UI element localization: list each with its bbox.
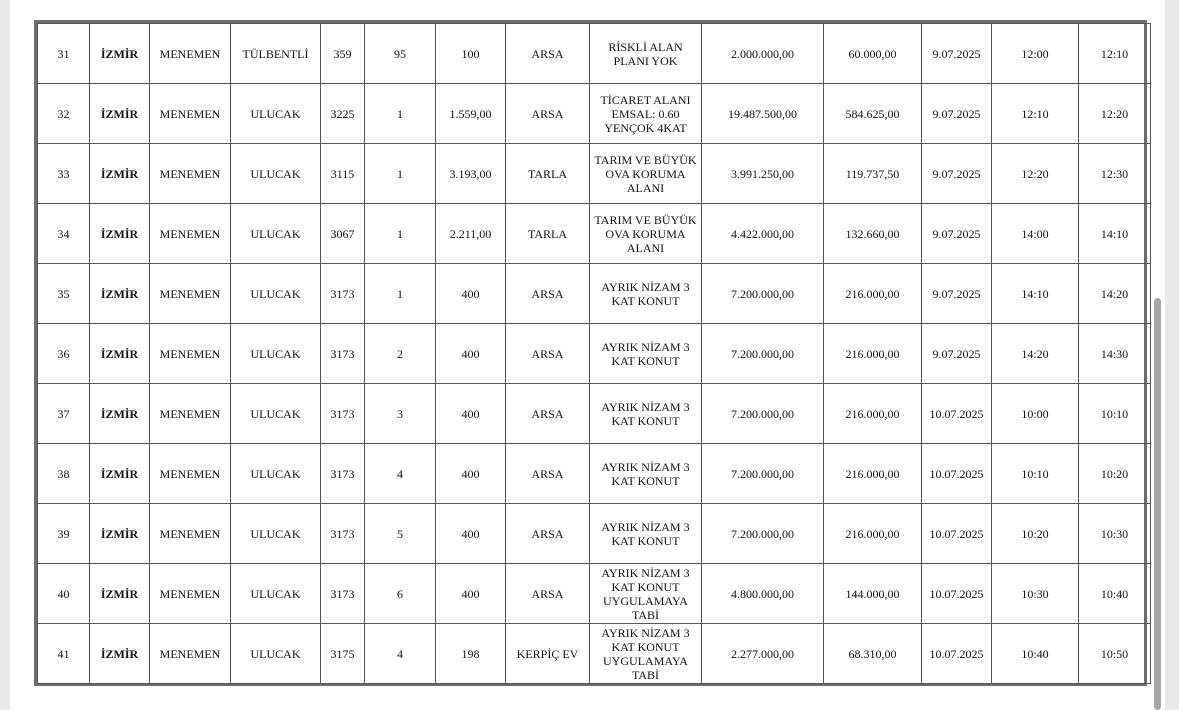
end-time-cell: 14:10 bbox=[1079, 204, 1151, 264]
property-type-cell: ARSA bbox=[506, 24, 590, 84]
deposit-amount-cell: 68.310,00 bbox=[824, 624, 922, 684]
end-time-cell: 12:30 bbox=[1079, 144, 1151, 204]
zoning-status-cell: AYRIK NİZAM 3 KAT KONUT UYGULAMAYA TABİ bbox=[590, 624, 702, 684]
property-type-cell: ARSA bbox=[506, 84, 590, 144]
parcel-number-cell: 2 bbox=[365, 324, 436, 384]
area-cell: 400 bbox=[436, 564, 506, 624]
deposit-amount-cell: 216.000,00 bbox=[824, 264, 922, 324]
block-number-cell: 3173 bbox=[321, 324, 365, 384]
deposit-amount-cell: 144.000,00 bbox=[824, 564, 922, 624]
property-type-cell: ARSA bbox=[506, 324, 590, 384]
neighborhood-cell: TÜLBENTLİ bbox=[231, 24, 321, 84]
area-cell: 198 bbox=[436, 624, 506, 684]
table-row bbox=[38, 324, 1151, 384]
table-row bbox=[38, 504, 1151, 564]
auction-date-cell: 9.07.2025 bbox=[922, 84, 992, 144]
zoning-status-cell: AYRIK NİZAM 3 KAT KONUT bbox=[590, 504, 702, 564]
neighborhood-cell: ULUCAK bbox=[231, 624, 321, 684]
estimated-value-cell: 7.200.000,00 bbox=[702, 324, 824, 384]
province-cell: İZMİR bbox=[90, 204, 150, 264]
province-cell: İZMİR bbox=[90, 504, 150, 564]
deposit-amount-cell: 132.660,00 bbox=[824, 204, 922, 264]
parcel-number-cell: 1 bbox=[365, 204, 436, 264]
table-row bbox=[38, 84, 1151, 144]
end-time-cell: 14:20 bbox=[1079, 264, 1151, 324]
zoning-status-cell: TARIM VE BÜYÜK OVA KORUMA ALANI bbox=[590, 144, 702, 204]
block-number-cell: 359 bbox=[321, 24, 365, 84]
area-cell: 400 bbox=[436, 324, 506, 384]
estimated-value-cell: 7.200.000,00 bbox=[702, 444, 824, 504]
deposit-amount-cell: 216.000,00 bbox=[824, 384, 922, 444]
row-number-cell: 39 bbox=[38, 504, 90, 564]
start-time-cell: 14:20 bbox=[992, 324, 1079, 384]
start-time-cell: 14:00 bbox=[992, 204, 1079, 264]
row-number-cell: 33 bbox=[38, 144, 90, 204]
estimated-value-cell: 2.277.000,00 bbox=[702, 624, 824, 684]
area-cell: 400 bbox=[436, 384, 506, 444]
deposit-amount-cell: 216.000,00 bbox=[824, 324, 922, 384]
district-cell: MENEMEN bbox=[150, 444, 231, 504]
property-type-cell: ARSA bbox=[506, 264, 590, 324]
neighborhood-cell: ULUCAK bbox=[231, 144, 321, 204]
auction-date-cell: 9.07.2025 bbox=[922, 144, 992, 204]
start-time-cell: 10:20 bbox=[992, 504, 1079, 564]
auction-date-cell: 10.07.2025 bbox=[922, 384, 992, 444]
neighborhood-cell: ULUCAK bbox=[231, 384, 321, 444]
block-number-cell: 3173 bbox=[321, 384, 365, 444]
province-cell: İZMİR bbox=[90, 624, 150, 684]
zoning-status-cell: TİCARET ALANI EMSAL: 0.60 YENÇOK 4KAT bbox=[590, 84, 702, 144]
area-cell: 400 bbox=[436, 504, 506, 564]
province-cell: İZMİR bbox=[90, 264, 150, 324]
parcel-number-cell: 4 bbox=[365, 444, 436, 504]
deposit-amount-cell: 584.625,00 bbox=[824, 84, 922, 144]
deposit-amount-cell: 216.000,00 bbox=[824, 444, 922, 504]
zoning-status-cell: AYRIK NİZAM 3 KAT KONUT UYGULAMAYA TABİ bbox=[590, 564, 702, 624]
row-number-cell: 37 bbox=[38, 384, 90, 444]
deposit-amount-cell: 119.737,50 bbox=[824, 144, 922, 204]
property-type-cell: ARSA bbox=[506, 504, 590, 564]
zoning-status-cell: RİSKLİ ALAN PLANI YOK bbox=[590, 24, 702, 84]
auction-table-frame bbox=[34, 20, 1147, 686]
table-row bbox=[38, 144, 1151, 204]
start-time-cell: 12:20 bbox=[992, 144, 1079, 204]
start-time-cell: 12:00 bbox=[992, 24, 1079, 84]
property-type-cell: ARSA bbox=[506, 444, 590, 504]
zoning-status-cell: AYRIK NİZAM 3 KAT KONUT bbox=[590, 264, 702, 324]
document-page bbox=[10, 0, 1165, 710]
table-row bbox=[38, 264, 1151, 324]
table-row bbox=[38, 564, 1151, 624]
table-row bbox=[38, 24, 1151, 84]
estimated-value-cell: 4.800.000,00 bbox=[702, 564, 824, 624]
scrollbar-thumb[interactable] bbox=[1154, 298, 1161, 710]
start-time-cell: 10:00 bbox=[992, 384, 1079, 444]
estimated-value-cell: 7.200.000,00 bbox=[702, 384, 824, 444]
neighborhood-cell: ULUCAK bbox=[231, 264, 321, 324]
row-number-cell: 41 bbox=[38, 624, 90, 684]
neighborhood-cell: ULUCAK bbox=[231, 324, 321, 384]
end-time-cell: 10:30 bbox=[1079, 504, 1151, 564]
parcel-number-cell: 1 bbox=[365, 144, 436, 204]
estimated-value-cell: 2.000.000,00 bbox=[702, 24, 824, 84]
province-cell: İZMİR bbox=[90, 384, 150, 444]
block-number-cell: 3175 bbox=[321, 624, 365, 684]
province-cell: İZMİR bbox=[90, 324, 150, 384]
district-cell: MENEMEN bbox=[150, 84, 231, 144]
end-time-cell: 10:50 bbox=[1079, 624, 1151, 684]
estimated-value-cell: 7.200.000,00 bbox=[702, 264, 824, 324]
auction-date-cell: 10.07.2025 bbox=[922, 504, 992, 564]
auction-date-cell: 10.07.2025 bbox=[922, 444, 992, 504]
block-number-cell: 3067 bbox=[321, 204, 365, 264]
neighborhood-cell: ULUCAK bbox=[231, 84, 321, 144]
district-cell: MENEMEN bbox=[150, 624, 231, 684]
end-time-cell: 10:20 bbox=[1079, 444, 1151, 504]
neighborhood-cell: ULUCAK bbox=[231, 204, 321, 264]
estimated-value-cell: 19.487.500,00 bbox=[702, 84, 824, 144]
start-time-cell: 12:10 bbox=[992, 84, 1079, 144]
end-time-cell: 10:10 bbox=[1079, 384, 1151, 444]
estimated-value-cell: 7.200.000,00 bbox=[702, 504, 824, 564]
parcel-number-cell: 95 bbox=[365, 24, 436, 84]
area-cell: 400 bbox=[436, 264, 506, 324]
block-number-cell: 3225 bbox=[321, 84, 365, 144]
area-cell: 3.193,00 bbox=[436, 144, 506, 204]
zoning-status-cell: TARIM VE BÜYÜK OVA KORUMA ALANI bbox=[590, 204, 702, 264]
row-number-cell: 35 bbox=[38, 264, 90, 324]
start-time-cell: 10:10 bbox=[992, 444, 1079, 504]
property-type-cell: KERPİÇ EV bbox=[506, 624, 590, 684]
row-number-cell: 38 bbox=[38, 444, 90, 504]
estimated-value-cell: 4.422.000,00 bbox=[702, 204, 824, 264]
area-cell: 400 bbox=[436, 444, 506, 504]
end-time-cell: 12:20 bbox=[1079, 84, 1151, 144]
table-row bbox=[38, 444, 1151, 504]
table-row bbox=[38, 384, 1151, 444]
province-cell: İZMİR bbox=[90, 444, 150, 504]
end-time-cell: 10:40 bbox=[1079, 564, 1151, 624]
parcel-number-cell: 1 bbox=[365, 84, 436, 144]
block-number-cell: 3173 bbox=[321, 564, 365, 624]
district-cell: MENEMEN bbox=[150, 204, 231, 264]
area-cell: 1.559,00 bbox=[436, 84, 506, 144]
zoning-status-cell: AYRIK NİZAM 3 KAT KONUT bbox=[590, 444, 702, 504]
row-number-cell: 34 bbox=[38, 204, 90, 264]
end-time-cell: 12:10 bbox=[1079, 24, 1151, 84]
zoning-status-cell: AYRIK NİZAM 3 KAT KONUT bbox=[590, 324, 702, 384]
table-row bbox=[38, 204, 1151, 264]
estimated-value-cell: 3.991.250,00 bbox=[702, 144, 824, 204]
end-time-cell: 14:30 bbox=[1079, 324, 1151, 384]
area-cell: 100 bbox=[436, 24, 506, 84]
auction-date-cell: 9.07.2025 bbox=[922, 324, 992, 384]
neighborhood-cell: ULUCAK bbox=[231, 444, 321, 504]
district-cell: MENEMEN bbox=[150, 564, 231, 624]
table-body bbox=[38, 24, 1151, 684]
block-number-cell: 3115 bbox=[321, 144, 365, 204]
parcel-number-cell: 6 bbox=[365, 564, 436, 624]
district-cell: MENEMEN bbox=[150, 264, 231, 324]
area-cell: 2.211,00 bbox=[436, 204, 506, 264]
district-cell: MENEMEN bbox=[150, 504, 231, 564]
district-cell: MENEMEN bbox=[150, 24, 231, 84]
property-type-cell: ARSA bbox=[506, 384, 590, 444]
province-cell: İZMİR bbox=[90, 144, 150, 204]
province-cell: İZMİR bbox=[90, 24, 150, 84]
block-number-cell: 3173 bbox=[321, 444, 365, 504]
neighborhood-cell: ULUCAK bbox=[231, 564, 321, 624]
parcel-number-cell: 1 bbox=[365, 264, 436, 324]
district-cell: MENEMEN bbox=[150, 384, 231, 444]
parcel-number-cell: 3 bbox=[365, 384, 436, 444]
property-type-cell: TARLA bbox=[506, 204, 590, 264]
row-number-cell: 40 bbox=[38, 564, 90, 624]
block-number-cell: 3173 bbox=[321, 264, 365, 324]
zoning-status-cell: AYRIK NİZAM 3 KAT KONUT bbox=[590, 384, 702, 444]
start-time-cell: 14:10 bbox=[992, 264, 1079, 324]
property-type-cell: TARLA bbox=[506, 144, 590, 204]
district-cell: MENEMEN bbox=[150, 144, 231, 204]
start-time-cell: 10:40 bbox=[992, 624, 1079, 684]
row-number-cell: 31 bbox=[38, 24, 90, 84]
neighborhood-cell: ULUCAK bbox=[231, 504, 321, 564]
province-cell: İZMİR bbox=[90, 564, 150, 624]
row-number-cell: 36 bbox=[38, 324, 90, 384]
parcel-number-cell: 5 bbox=[365, 504, 436, 564]
start-time-cell: 10:30 bbox=[992, 564, 1079, 624]
province-cell: İZMİR bbox=[90, 84, 150, 144]
auction-date-cell: 10.07.2025 bbox=[922, 624, 992, 684]
auction-date-cell: 10.07.2025 bbox=[922, 564, 992, 624]
table-row bbox=[38, 624, 1151, 684]
auction-date-cell: 9.07.2025 bbox=[922, 204, 992, 264]
parcel-number-cell: 4 bbox=[365, 624, 436, 684]
block-number-cell: 3173 bbox=[321, 504, 365, 564]
property-type-cell: ARSA bbox=[506, 564, 590, 624]
auction-date-cell: 9.07.2025 bbox=[922, 264, 992, 324]
auction-date-cell: 9.07.2025 bbox=[922, 24, 992, 84]
row-number-cell: 32 bbox=[38, 84, 90, 144]
district-cell: MENEMEN bbox=[150, 324, 231, 384]
deposit-amount-cell: 216.000,00 bbox=[824, 504, 922, 564]
land-auction-table bbox=[37, 23, 1151, 684]
deposit-amount-cell: 60.000,00 bbox=[824, 24, 922, 84]
